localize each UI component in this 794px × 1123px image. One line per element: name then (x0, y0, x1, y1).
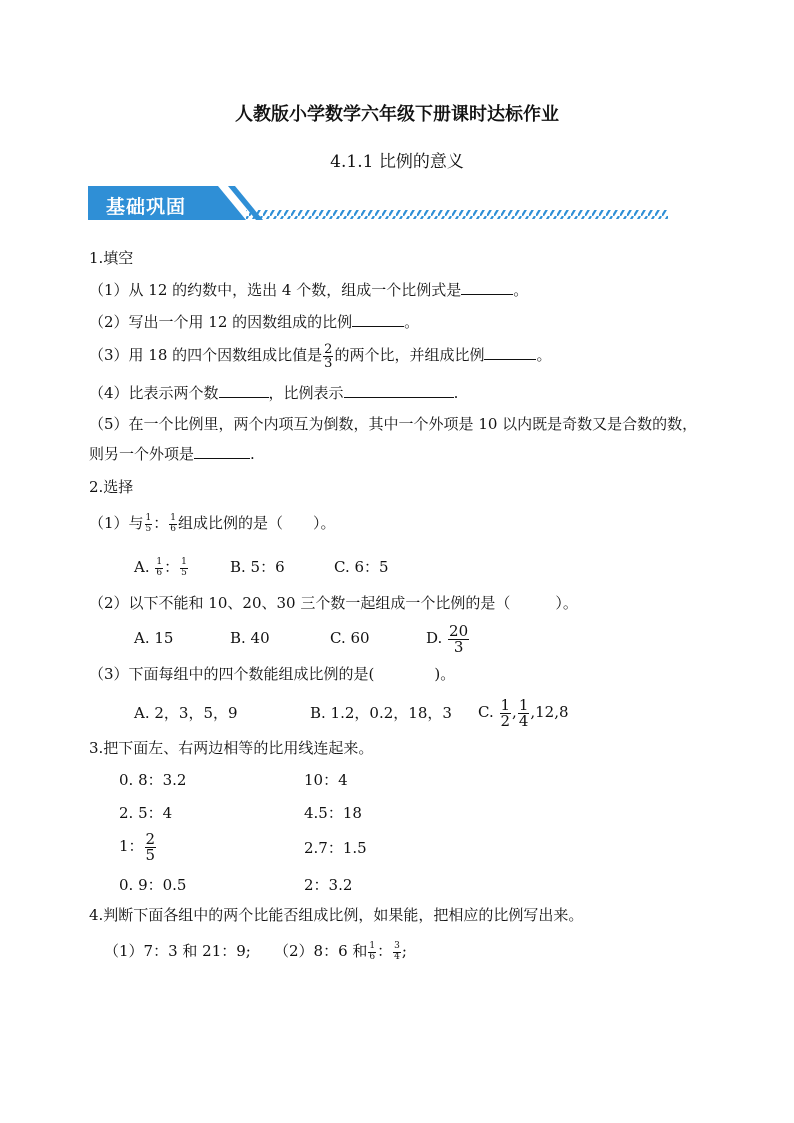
q2-item-2: （2）以下不能和 10、20、30 三个数一起组成一个比例的是（ ）。 (89, 594, 578, 612)
fraction-denominator: 6 (156, 567, 163, 578)
fraction-denominator: 5 (145, 845, 156, 864)
fraction-denominator: 5 (181, 567, 187, 578)
page-subtitle: 4.1.1 比例的意义 (330, 152, 464, 172)
q2-item-2-option-a[interactable]: A. 15 (134, 629, 174, 647)
q1-item-4-text-a: （4）比表示两个数 (89, 384, 219, 402)
q2-item-1-text-a: （1）与 (89, 514, 144, 532)
page-title: 人教版小学数学六年级下册课时达标作业 (235, 104, 559, 125)
fraction-numerator: 3 (394, 940, 400, 951)
section-banner-label: 基础巩固 (106, 196, 187, 218)
fraction-denominator: 6 (170, 523, 177, 534)
fraction (448, 621, 469, 656)
option-label: C. (478, 703, 494, 721)
fraction (169, 514, 177, 535)
q4-item-2-end: ; (401, 942, 407, 960)
q3-right-2[interactable]: 4.5：18 (304, 804, 362, 822)
fraction-denominator: 4 (518, 711, 529, 730)
q2-item-1 (89, 510, 336, 536)
q2-item-3-option-c[interactable]: C. $\frac{1}{2}$ , $\frac{1}{4}$ ,12,8 (478, 695, 569, 730)
q2-heading: 2.选择 (89, 478, 134, 496)
fraction (180, 558, 188, 579)
q1-item-1 (89, 280, 528, 300)
ratio-text: 1： (119, 837, 144, 855)
answer-blank[interactable] (194, 444, 250, 459)
q2-item-1-option-c[interactable]: C. 6：5 (334, 558, 389, 576)
q1-item-3-text-b: 的两个比，并组成比例 (334, 346, 485, 364)
q2-item-2-option-c[interactable]: C. 60 (330, 629, 370, 647)
option-label: D. (426, 629, 443, 647)
q3-right-3[interactable]: 2.7：1.5 (304, 839, 367, 857)
q3-right-4[interactable]: 2：3.2 (304, 876, 353, 894)
q1-item-2-text: （2）写出一个用 12 的因数组成的比例 (89, 313, 353, 331)
q2-item-2-option-d[interactable] (426, 618, 470, 658)
fraction-numerator: 1 (181, 556, 187, 567)
q2-item-1-option-b[interactable]: B. 5：6 (230, 558, 285, 576)
fraction-denominator: 5 (145, 523, 152, 534)
fraction (145, 514, 153, 535)
fraction-denominator: 2 (500, 711, 511, 730)
answer-blank[interactable] (219, 383, 269, 398)
fraction (518, 695, 530, 730)
q1-item-2 (89, 312, 419, 332)
q3-heading: 3.把下面左、右两边相等的比用线连起来。 (89, 739, 374, 757)
answer-blank[interactable] (344, 383, 454, 398)
q2-item-3-option-a[interactable]: A. 2，3，5，9 (134, 704, 238, 722)
q1-item-4-end: . (453, 384, 459, 402)
q3-left-4[interactable]: 0. 9：0.5 (119, 876, 187, 894)
q1-item-1-end: 。 (513, 281, 529, 299)
fraction-numerator: 1 (500, 695, 511, 714)
fraction-numerator: 1 (369, 940, 376, 951)
q2-item-2-option-b[interactable]: B. 40 (230, 629, 270, 647)
ratio-colon: ： (377, 942, 393, 960)
q1-item-5-end: . (250, 445, 255, 463)
option-label: A. (134, 558, 150, 576)
fraction (323, 343, 333, 370)
q2-item-1-text-b: 组成比例的是（ ）。 (178, 514, 336, 532)
q3-left-1[interactable]: 0. 8：3.2 (119, 771, 187, 789)
q4-item-1: （1）7：3 和 21：9; (104, 942, 251, 960)
q1-item-2-end: 。 (404, 313, 420, 331)
fraction-denominator: 3 (453, 637, 464, 656)
q3-left-2[interactable]: 2. 5：4 (119, 804, 173, 822)
q1-item-5-line-1: （5）在一个比例里，两个内项互为倒数，其中一个外项是 10 以内既是奇数又是合数的数， (89, 415, 698, 433)
q1-item-3 (89, 341, 551, 370)
q2-item-1-option-a[interactable] (134, 554, 189, 580)
fraction-denominator: 4 (394, 951, 400, 962)
q1-item-4-text-b: ，比例表示 (268, 384, 344, 402)
q4-item-2-text: （2）8：6 和 (274, 942, 368, 960)
fraction (393, 942, 401, 963)
q1-item-5-line-2 (89, 444, 255, 464)
q1-item-4 (89, 383, 458, 403)
fraction-denominator: 3 (324, 355, 333, 371)
fraction-numerator: 1 (170, 512, 177, 523)
fraction-numerator: 1 (518, 695, 529, 714)
fraction (368, 942, 376, 963)
ratio-colon: ： (153, 514, 169, 532)
q3-left-3[interactable] (119, 826, 157, 866)
q3-right-1[interactable]: 10：4 (304, 771, 348, 789)
q1-item-1-text: （1）从 12 的约数中，选出 4 个数，组成一个比例式是 (89, 281, 462, 299)
q1-item-3-text-a: （3）用 18 的四个因数组成比值是 (89, 346, 323, 364)
fraction-numerator: 1 (145, 512, 152, 523)
q1-item-3-end: 。 (536, 346, 552, 364)
fraction (145, 829, 157, 864)
q2-item-3-option-b[interactable]: B. 1.2，0.2，18，3 (310, 704, 452, 722)
q2-item-3: （3）下面每组中的四个数能组成比例的是( )。 (89, 665, 456, 683)
fraction-denominator: 6 (369, 951, 376, 962)
q1-item-5-text: 则另一个外项是 (89, 445, 195, 463)
fraction-numerator: 2 (145, 829, 156, 848)
fraction-numerator: 1 (156, 556, 163, 567)
answer-blank[interactable] (484, 345, 536, 360)
answer-blank[interactable] (461, 280, 513, 295)
q1-heading: 1.填空 (89, 249, 134, 267)
answer-blank[interactable] (352, 312, 404, 327)
fraction (500, 695, 512, 730)
fraction (155, 558, 163, 579)
fraction-numerator: 2 (324, 341, 333, 357)
fraction-numerator: 20 (449, 621, 469, 640)
q4-item-2 (274, 938, 407, 964)
option-text: ,12,8 (530, 703, 569, 721)
ratio-colon: ： (164, 558, 180, 576)
q4-heading: 4.判断下面各组中的两个比能否组成比例，如果能，把相应的比例写出来。 (89, 906, 584, 924)
banner-hatch-bar (246, 210, 668, 219)
